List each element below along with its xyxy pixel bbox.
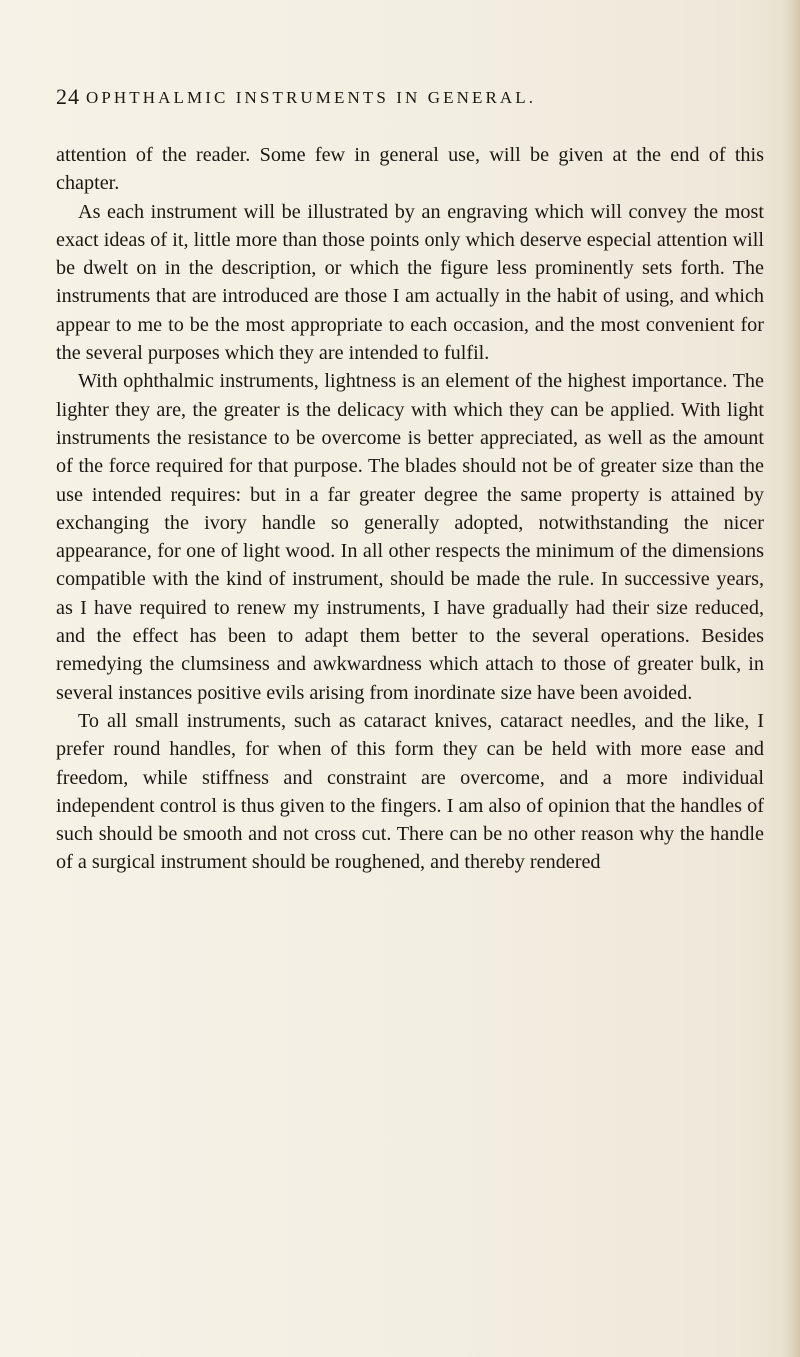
paragraph-4: To all small instruments, such as cataract knives, cataract needles, and the like, I prefer round handles, for when of this form they can be held with more ease and freedom, while stiffness and constraint are overcome, and a more individual independent control is thus given to the fingers. I am also of opinion that the handles of such should be smooth and not cross cut. There can be no other reason why the handle of a surgical instrument should be roughened, and thereby rendered (56, 709, 764, 874)
body-text (56, 141, 764, 877)
running-title: OPHTHALMIC INSTRUMENTS IN GENERAL. (86, 88, 537, 107)
paragraph-1: attention of the reader. Some few in general use, will be given at the end of this chapter. (56, 144, 764, 195)
paragraph-2: As each instrument will be illustrated by an engraving which will convey the most exact ideas of it, little more than those points only which deserve especial attention will be dwelt on in the description, or which the figure less prominently sets forth. The instruments that are introduced are those I am actually in the habit of using, and which appear to me to be the most appropriate to each occasion, and the most convenient for the several purposes which they are intended to fulfil. (56, 200, 764, 365)
page-number: 24 (56, 84, 80, 109)
page-header (56, 82, 756, 114)
page-edge-shadow (782, 0, 800, 1357)
paragraph-3: With ophthalmic instruments, lightness is an element of the highest importance. The lighter they are, the greater is the delicacy with which they can be applied. With light instruments the resistance to be overcome is better appreciated, as well as the amount of the force required for that purpose. The blades should not be of greater size than the use intended requires: but in a far greater degree the same property is attained by exchanging the ivory handle so generally adopted, notwithstanding the nicer appearance, for one of light wood. In all other respects the minimum of the dimensions compatible with the kind of instrument, should be made the rule. In successive years, as I have required to renew my instruments, I have gradually had their size reduced, and the effect has been to adapt them better to the several operations. Besides remedying the clumsiness and awkwardness which attach to those of greater bulk, in several instances positive evils arising from inordinate size have been avoided. (56, 370, 764, 704)
